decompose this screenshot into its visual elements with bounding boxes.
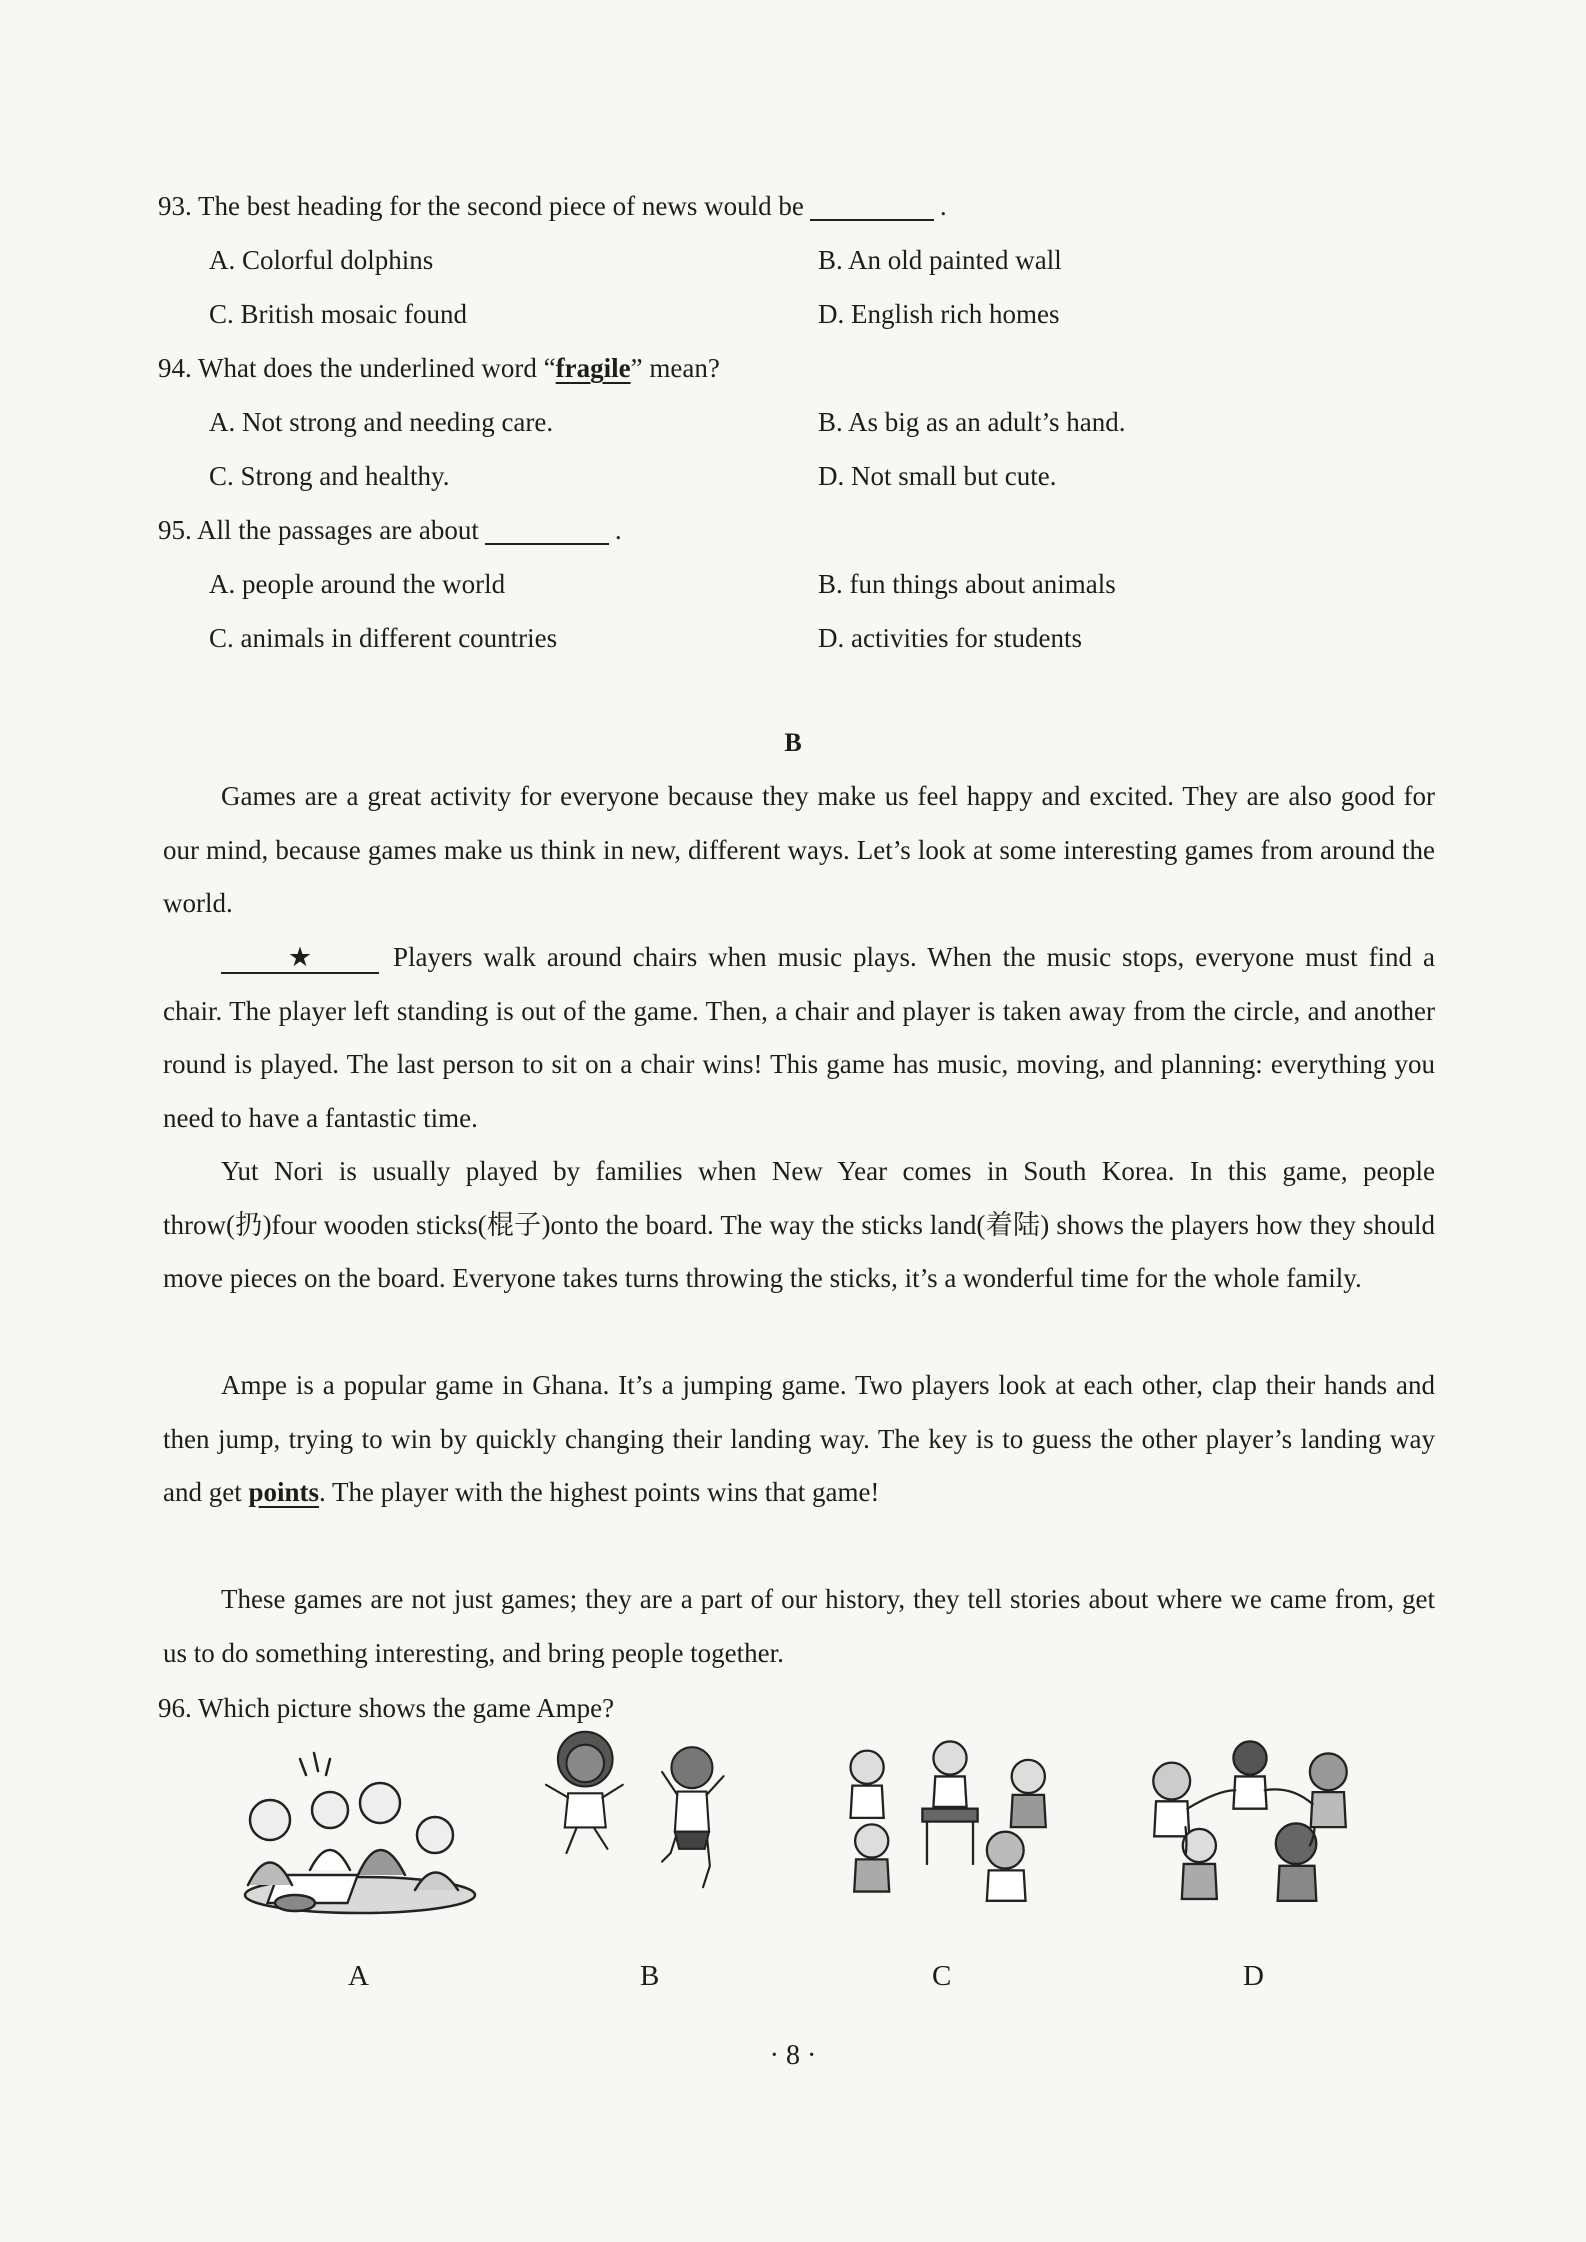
answer-blank xyxy=(810,218,934,221)
picture-label-c: C xyxy=(932,1960,952,1992)
question-95-stem: 95. All the passages are about xyxy=(158,515,479,545)
paragraph-4-text: Ampe is a popular game in Ghana. It’s a jumping game. Two players look at each other, clap their hands and then jump, trying to win by quickly changing their landing way. The key is to guess the other player’s landing way and get xyxy=(163,1370,1435,1507)
page-number: · 8 · xyxy=(769,2040,817,2071)
question-95-end: . xyxy=(614,515,622,545)
picture-d-circle-game xyxy=(1120,1735,1380,1910)
question-96: 96. Which picture shows the game Ampe? xyxy=(158,1693,615,1723)
option-95-d: D. activities for students xyxy=(818,623,1082,653)
picture-c-musical-chairs xyxy=(820,1735,1080,1910)
star-icon: ★ xyxy=(287,942,313,972)
option-95-a: A. people around the world xyxy=(209,569,506,599)
section-label: B xyxy=(784,728,802,757)
picture-a-yut-nori xyxy=(230,1745,490,1920)
option-93-d: D. English rich homes xyxy=(818,299,1060,329)
question-94-stem-end: mean? xyxy=(649,353,720,383)
passage-paragraph-1: Games are a great activity for everyone because they make us feel happy and excited. They are also good for our mind, because games make us think in new, different ways. Let’s look at some interesting games from around the world. xyxy=(163,781,1435,918)
question-93-end: . xyxy=(939,191,947,221)
option-95-b: B. fun things about animals xyxy=(818,569,1116,599)
question-93 xyxy=(158,188,947,224)
underlined-word-points: points xyxy=(248,1477,320,1507)
option-93-a: A. Colorful dolphins xyxy=(209,245,434,275)
option-94-a: A. Not strong and needing care. xyxy=(209,407,554,437)
option-94-c: C. Strong and healthy. xyxy=(209,461,450,491)
question-93-stem: 93. The best heading for the second piece of news would be xyxy=(158,191,804,221)
passage-paragraph-5: These games are not just games; they are a part of our history, they tell stories about where we came from, get us to do something interesting, and bring people together. xyxy=(163,1584,1435,1668)
picture-label-a: A xyxy=(348,1960,369,1992)
option-94-b: B. As big as an adult’s hand. xyxy=(818,407,1126,437)
passage-paragraph-4 xyxy=(163,1359,1435,1520)
question-94 xyxy=(158,350,720,386)
open-quote: “ xyxy=(543,353,556,383)
question-95 xyxy=(158,512,622,548)
option-95-c: C. animals in different countries xyxy=(209,623,558,653)
paragraph-4-end: . The player with the highest points wins that game! xyxy=(319,1477,880,1507)
passage-paragraph-3: Yut Nori is usually played by families when New Year comes in South Korea. In this game, people throw(扔)four wooden sticks(棍子)onto the board. The way the sticks land(着陆) shows the players how they should move pieces on the board. Everyone takes turns throwing the sticks, it’s a wonderful time for the whole family. xyxy=(163,1156,1435,1293)
answer-blank xyxy=(485,542,609,545)
underlined-word-fragile: fragile xyxy=(555,353,631,383)
picture-label-d: D xyxy=(1243,1960,1264,1992)
close-quote: ” xyxy=(630,353,643,383)
option-93-b: B. An old painted wall xyxy=(818,245,1062,275)
picture-b-ampe xyxy=(515,1725,775,1900)
picture-label-b: B xyxy=(640,1960,660,1992)
star-blank xyxy=(221,942,379,974)
option-93-c: C. British mosaic found xyxy=(209,299,467,329)
question-94-stem: 94. What does the underlined word xyxy=(158,353,537,383)
option-94-d: D. Not small but cute. xyxy=(818,461,1057,491)
paragraph-2-text: Players walk around chairs when music plays. When the music stops, everyone must find a chair. The player left standing is out of the game. Then, a chair and player is taken away from the circle, and another round is played. The last person to sit on a chair wins! This game has music, moving, and planning: everything you need to have a fantastic time. xyxy=(163,942,1435,1133)
passage-paragraph-2 xyxy=(163,931,1435,1145)
